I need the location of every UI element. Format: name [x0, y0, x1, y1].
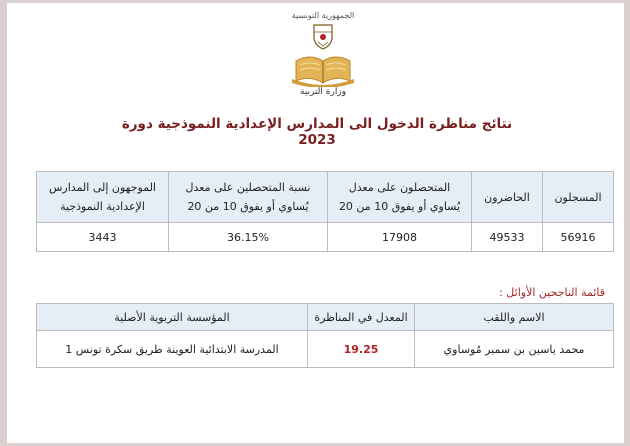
header-pass-rate: نسبة المتحصلين على معدل يُساوي أو يفوق 10 من 20	[169, 172, 328, 223]
tunisia-coat-of-arms-icon	[314, 25, 332, 49]
header-school: المؤسسة التربوية الأصلية	[37, 304, 308, 331]
winners-table	[36, 303, 614, 368]
page-title: نتائج مناظرة الدخول الى المدارس الإعدادية النموذجية دورة 2023	[121, 116, 513, 148]
value-passed: 17908	[328, 223, 472, 252]
header-passed: المتحصلون على معدل يُساوي أو يفوق 10 من 20	[328, 172, 472, 223]
winner-grade: 19.25	[308, 331, 415, 368]
open-book-icon	[292, 57, 354, 87]
table-row	[37, 331, 614, 368]
republic-text: الجمهورية التونسية	[291, 11, 355, 20]
header-grade: المعدل في المناظرة	[308, 304, 415, 331]
stats-value-row	[37, 223, 614, 252]
header-admitted: الموجهون إلى المدارس الإعدادية النموذجية	[37, 172, 169, 223]
winners-list-label: قائمة الناجحين الأوائل :	[499, 286, 605, 299]
stats-table	[36, 171, 614, 252]
value-admitted: 3443	[37, 223, 169, 252]
value-present: 49533	[472, 223, 543, 252]
emblem-graphic	[288, 21, 358, 87]
value-pass-rate: 36.15%	[169, 223, 328, 252]
header-present: الحاضرون	[472, 172, 543, 223]
value-registered: 56916	[543, 223, 614, 252]
ministry-emblem	[281, 11, 365, 111]
document-page	[7, 3, 624, 443]
ministry-name: وزارة التربية	[299, 87, 347, 97]
header-name: الاسم واللقب	[415, 304, 614, 331]
winner-name: محمد ياسين بن سمير مُوساوي	[415, 331, 614, 368]
header-registered: المسجلون	[543, 172, 614, 223]
stats-header-row	[37, 172, 614, 223]
winners-header-row	[37, 304, 614, 331]
winner-school: المدرسة الابتدائية العوينة طريق سكرة تونس 1	[37, 331, 308, 368]
